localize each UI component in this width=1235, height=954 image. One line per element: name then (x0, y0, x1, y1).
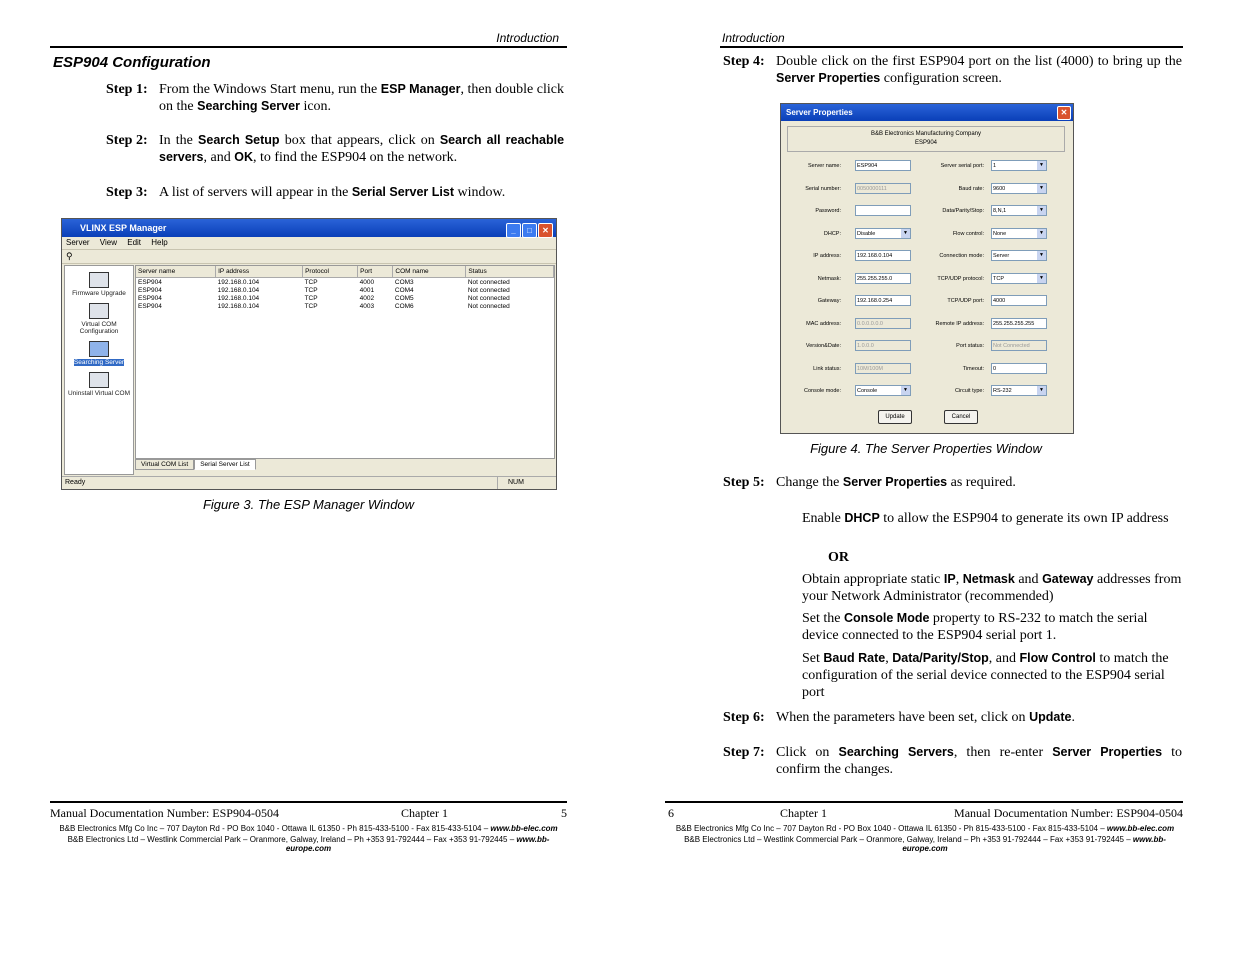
firmware-upgrade-icon (89, 272, 109, 288)
nav-item-label: Virtual COM Configuration (79, 321, 119, 335)
page-header: Introduction (496, 31, 559, 45)
field-select[interactable] (991, 385, 1047, 396)
field-input[interactable] (991, 318, 1047, 329)
step-bold-term: ESP Manager (380, 82, 461, 96)
figure-caption: Figure 3. The ESP Manager Window (202, 497, 415, 512)
para-bold-term: IP (943, 572, 956, 586)
footer-address-us (665, 824, 1185, 833)
field-label: Netmask: (817, 275, 841, 282)
section-title: ESP904 Configuration (53, 54, 211, 71)
table-cell: ESP904 (138, 294, 162, 302)
field-value: RS-232 (993, 388, 1012, 394)
page-number: 5 (561, 806, 567, 820)
field-value: 1 (993, 163, 997, 169)
nav-item-virtual-com[interactable] (65, 303, 133, 335)
field-row (781, 183, 984, 195)
field-label: Gateway: (817, 298, 841, 304)
step-bold-term: Server Properties (842, 475, 948, 489)
field-label: Port status: (956, 343, 984, 349)
table-cell: TCP (304, 294, 318, 302)
table-cell: ESP904 (138, 286, 162, 294)
footer-address-eu (50, 835, 567, 853)
column-header[interactable]: IP address (216, 266, 303, 278)
dialog-title: Server Properties (786, 108, 853, 117)
step-label: Step 6: (723, 710, 765, 725)
or-text: OR (828, 550, 849, 565)
para-bold-term: DHCP (844, 511, 880, 525)
field-label: MAC address: (806, 320, 841, 327)
step-label: Step 3: (106, 185, 148, 200)
menu-server[interactable]: Server (66, 238, 90, 247)
footer-address-text: B&B Electronics Ltd – Westlink Commercial Park – Oranmore, Galway, Ireland – Ph +353 91-792444 – Fax +353 91-792445 – (684, 835, 1133, 844)
chevron-down-icon[interactable]: ▼ (1037, 229, 1046, 238)
paragraph-baud-rate (802, 650, 1182, 701)
left-page (50, 0, 570, 954)
chevron-down-icon[interactable]: ▼ (1037, 251, 1046, 260)
footer-address-text: B&B Electronics Mfg Co Inc – 707 Dayton Rd - PO Box 1040 - Ottawa IL 61350 - Ph 815-433-5100 - Fax 815-433-5104 – (675, 824, 1107, 833)
field-label: Password: (815, 208, 841, 214)
para-text: addresses from your Network Administrator (recommended) (802, 572, 1182, 604)
field-row (781, 250, 984, 262)
step-text-part: A list of servers will appear in the (159, 185, 352, 200)
uninstall-icon (89, 372, 109, 388)
step-text (776, 53, 1182, 87)
field-select[interactable] (991, 160, 1047, 171)
maximize-icon[interactable]: □ (522, 223, 537, 238)
search-server-icon (89, 341, 109, 357)
step-bold-term: Server Properties (776, 71, 881, 85)
field-value: 0 (993, 365, 997, 372)
chevron-down-icon[interactable]: ▼ (1037, 274, 1046, 283)
step-bold-term: Search Setup (198, 133, 280, 147)
tool-icon[interactable]: ⚲ (66, 251, 73, 261)
step-text-part: . (1071, 710, 1075, 725)
footer-website[interactable]: www.bb-europe.com (902, 835, 1166, 853)
step-text-part: Click on (776, 745, 839, 760)
footer-address-text: B&B Electronics Mfg Co Inc – 707 Dayton Rd - PO Box 1040 - Ottawa IL 61350 - Ph 815-433-5100 - Fax 815-433-5104 – (59, 824, 491, 833)
field-label: Server serial port: (940, 163, 984, 169)
field-input[interactable] (991, 363, 1047, 374)
field-value: 255.255.255.255 (993, 320, 1035, 327)
field-label: Server name: (807, 163, 841, 169)
paragraph-static-ip (802, 571, 1182, 605)
table-cell: COM3 (394, 278, 414, 286)
field-label: Data/Parity/Stop: (942, 208, 984, 214)
nav-pane (64, 265, 134, 475)
page-number: 6 (668, 806, 674, 820)
step-text-part: , and (203, 150, 235, 165)
field-value: 4000 (993, 298, 1006, 304)
field-label: Connection mode: (939, 253, 984, 259)
step-text (776, 709, 1182, 726)
table-cell: TCP (304, 278, 318, 286)
step-text-part: configuration screen. (880, 71, 1002, 86)
step-label: Step 5: (723, 475, 765, 490)
step-text (776, 474, 1182, 491)
table-cell: 192.168.0.104 (217, 294, 260, 302)
para-text: , (885, 651, 893, 666)
field-value: 1.0.0.0 (857, 343, 874, 349)
para-text: property to RS-232 to match the serial device connected to the ESP904 serial port 1. (802, 611, 1148, 643)
field-label: Serial number: (805, 185, 841, 192)
footer-website[interactable]: www.bb-elec.com (1106, 824, 1175, 833)
field-value: TCP (993, 275, 1004, 282)
table-cell: Not connected (467, 302, 510, 310)
table-cell: COM5 (394, 294, 414, 302)
right-page (665, 0, 1185, 954)
step-bold-term: Update (1029, 710, 1072, 724)
para-text: , and (988, 651, 1020, 666)
field-row (781, 295, 984, 307)
table-cell: TCP (304, 302, 318, 310)
nav-item-uninstall[interactable] (65, 372, 133, 397)
para-text: Obtain appropriate static (802, 572, 944, 587)
step-bold-term: Searching Server (197, 99, 300, 113)
field-row (781, 228, 984, 240)
company-box (787, 126, 1065, 152)
field-label: Baud rate: (958, 185, 984, 192)
footer-address-text: B&B Electronics Ltd – Westlink Commercial Park – Oranmore, Galway, Ireland – Ph +353 91-792444 – Fax +353 91-792445 – (67, 835, 517, 844)
window-controls (505, 221, 553, 239)
header-rule (720, 46, 1183, 48)
table-cell: 4000 (359, 278, 375, 286)
footer-rule (665, 801, 1183, 803)
step-text-part: window. (454, 185, 506, 200)
table-cell: ESP904 (138, 278, 162, 286)
para-text: Set (802, 651, 824, 666)
field-label: DHCP: (823, 230, 841, 237)
status-bar (62, 476, 556, 489)
nav-item-firmware-upgrade[interactable] (65, 272, 133, 297)
chevron-down-icon[interactable]: ▼ (1037, 161, 1046, 170)
virtual-com-icon (89, 303, 109, 319)
status-num: NUM (497, 477, 548, 489)
step-text-part: icon. (299, 99, 332, 114)
step-text (159, 184, 564, 201)
field-row (781, 363, 984, 375)
chevron-down-icon[interactable]: ▼ (1037, 386, 1046, 395)
para-bold-term: Flow Control (1019, 651, 1096, 665)
step-bold-term: Serial Server List (351, 185, 454, 199)
paragraph-dhcp (802, 510, 1182, 527)
step-label: Step 1: (106, 82, 148, 97)
field-row (781, 318, 984, 330)
para-bold-term: Gateway (1042, 572, 1094, 586)
chevron-down-icon[interactable]: ▼ (1037, 206, 1046, 215)
close-icon[interactable]: ✕ (1057, 106, 1071, 120)
field-label: Timeout: (962, 365, 984, 372)
step-label: Step 7: (723, 745, 765, 760)
table-cell: 4001 (359, 286, 375, 294)
column-header[interactable]: COM name (393, 266, 466, 278)
step-text-part: to confirm the changes. (776, 745, 1182, 777)
chevron-down-icon[interactable]: ▼ (1037, 184, 1046, 193)
para-text: , (955, 572, 963, 587)
table-cell: Not connected (467, 294, 510, 302)
menu-edit[interactable]: Edit (127, 238, 142, 247)
step-text-part: , then double click on the (159, 82, 564, 114)
menu-bar (62, 237, 556, 250)
server-properties-screenshot (780, 103, 1074, 434)
footer-address-us (50, 824, 567, 833)
step-text-part: box that appears, click on (279, 133, 440, 148)
field-value: Server (993, 253, 1010, 259)
tab-virtual-com-list[interactable]: Virtual COM List (135, 459, 194, 470)
field-label: Version&Date: (805, 343, 841, 349)
field-row (781, 205, 984, 217)
para-text: to allow the ESP904 to generate its own IP address (879, 511, 1169, 526)
field-value: 9600 (993, 185, 1006, 192)
chapter-label: Chapter 1 (780, 806, 827, 820)
field-select[interactable] (991, 273, 1047, 284)
field-label: Console mode: (804, 388, 841, 394)
field-row (781, 385, 984, 397)
step-label: Step 2: (106, 133, 148, 148)
doc-number: Manual Documentation Number: ESP904-0504 (50, 806, 279, 820)
field-value: 192.168.0.254 (857, 298, 893, 304)
company-name: B&B Electronics Manufacturing Company (870, 131, 982, 137)
header-rule (50, 46, 567, 48)
nav-item-label: Uninstall Virtual COM (67, 390, 130, 397)
window-title: VLINX ESP Manager (80, 223, 167, 233)
nav-item-label: Searching Server (73, 359, 125, 366)
field-label: TCP/UDP port: (947, 298, 984, 304)
step-label: Step 4: (723, 54, 765, 69)
field-value: Disable (857, 230, 876, 237)
para-text: Enable (802, 511, 845, 526)
doc-number: Manual Documentation Number: ESP904-0504 (954, 806, 1183, 820)
table-row[interactable] (136, 286, 554, 294)
footer-website[interactable]: www.bb-europe.com (285, 835, 550, 853)
figure-caption: Figure 4. The Server Properties Window (810, 441, 1042, 456)
field-value: 8,N,1 (993, 208, 1007, 214)
para-bold-term: Netmask (962, 572, 1015, 586)
field-value: 0050000111 (857, 185, 887, 192)
field-select[interactable] (991, 205, 1047, 216)
table-row[interactable] (136, 302, 554, 310)
table-cell: 192.168.0.104 (217, 286, 260, 294)
server-list (135, 265, 555, 459)
table-cell: ESP904 (138, 302, 162, 310)
step-bold-term: Search all reachable servers (159, 133, 565, 164)
menu-view[interactable]: View (99, 238, 117, 247)
minimize-icon[interactable]: _ (506, 223, 521, 238)
footer-address-eu (665, 835, 1185, 853)
field-label: Circuit type: (954, 388, 984, 394)
field-value: Not Connected (993, 343, 1030, 349)
field-row (781, 273, 984, 285)
para-bold-term: Baud Rate (823, 651, 886, 665)
chapter-label: Chapter 1 (401, 806, 448, 820)
para-text: Set the (802, 611, 844, 626)
step-bold-term: Searching Servers (838, 745, 954, 759)
chevron-down-icon[interactable]: ▼ (901, 229, 910, 238)
step-text-part: Change the (776, 475, 843, 490)
field-select[interactable] (991, 183, 1047, 194)
field-value: 0.0.0.0.0.0 (857, 320, 883, 327)
field-label: Link status: (813, 365, 841, 372)
field-value: 192.168.0.104 (857, 253, 893, 259)
field-value: None (993, 230, 1007, 237)
step-text-part: as required. (947, 475, 1016, 490)
step-text-part: When the parameters have been set, click on (776, 710, 1030, 725)
dialog-titlebar (781, 104, 1073, 121)
page-header: Introduction (722, 31, 785, 45)
column-header[interactable]: Status (466, 266, 554, 278)
field-row (781, 160, 984, 172)
field-input (991, 340, 1047, 351)
step-bold-term: Server Properties (1052, 745, 1163, 759)
menu-help[interactable]: Help (151, 238, 168, 247)
status-text: Ready (65, 479, 86, 486)
field-value: 10M/100M (857, 365, 883, 372)
table-cell: COM4 (394, 286, 414, 294)
step-text-part: From the Windows Start menu, run the (159, 82, 381, 97)
field-input[interactable] (991, 295, 1047, 306)
field-label: IP address: (813, 253, 841, 259)
update-button[interactable]: Update (878, 410, 912, 424)
step-text-part: , then re-enter (953, 745, 1053, 760)
window-titlebar (62, 219, 556, 237)
column-header[interactable]: Port (358, 266, 393, 278)
chevron-down-icon[interactable]: ▼ (901, 386, 910, 395)
paragraph-console-mode (802, 610, 1182, 644)
nav-item-label: Firmware Upgrade (72, 290, 126, 297)
table-cell: TCP (304, 286, 318, 294)
field-value: Console (857, 388, 878, 394)
esp-manager-screenshot (61, 218, 557, 490)
nav-item-searching-server[interactable] (65, 341, 133, 366)
table-cell: 192.168.0.104 (217, 302, 260, 310)
table-cell: COM6 (394, 302, 414, 310)
field-label: Remote IP address: (935, 320, 984, 327)
server-table (136, 266, 554, 310)
list-tabs (135, 459, 256, 470)
para-bold-term: Console Mode (844, 611, 930, 625)
table-cell: Not connected (467, 286, 510, 294)
toolbar (62, 250, 556, 264)
field-value: ESP904 (857, 163, 878, 169)
field-select[interactable] (991, 250, 1047, 261)
footer-rule (50, 801, 567, 803)
table-cell: 4003 (359, 302, 375, 310)
para-text: and (1014, 572, 1043, 587)
tab-serial-server-list[interactable]: Serial Server List (194, 459, 256, 470)
step-bold-term: OK (234, 150, 253, 164)
field-value: 255.255.255.0 (857, 275, 893, 282)
field-row (781, 340, 984, 352)
table-cell: 192.168.0.104 (217, 278, 260, 286)
model-name: ESP904 (914, 140, 938, 146)
footer-website[interactable]: www.bb-elec.com (490, 824, 558, 833)
table-cell: 4002 (359, 294, 375, 302)
step-text (159, 132, 564, 166)
cancel-button[interactable]: Cancel (944, 410, 978, 424)
table-row[interactable] (136, 278, 554, 287)
table-cell: Not connected (467, 278, 510, 286)
field-label: TCP/UDP protocol: (937, 275, 984, 282)
column-header[interactable]: Server name (136, 266, 216, 278)
step-text-part: Double click on the first ESP904 port on the list (4000) to bring up the (776, 54, 1182, 69)
table-header (136, 266, 554, 278)
field-label: Flow control: (952, 230, 984, 237)
column-header[interactable]: Protocol (303, 266, 358, 278)
table-row[interactable] (136, 294, 554, 302)
step-text-part: In the (159, 133, 199, 148)
step-text (159, 81, 564, 115)
para-text: to match the configuration of the serial device connected to the ESP904 serial port (802, 651, 1169, 700)
para-bold-term: Data/Parity/Stop (892, 651, 989, 665)
step-text-part: , to find the ESP904 on the network. (252, 150, 458, 165)
field-select[interactable] (991, 228, 1047, 239)
step-text (776, 744, 1182, 778)
close-icon[interactable]: ✕ (538, 223, 553, 238)
